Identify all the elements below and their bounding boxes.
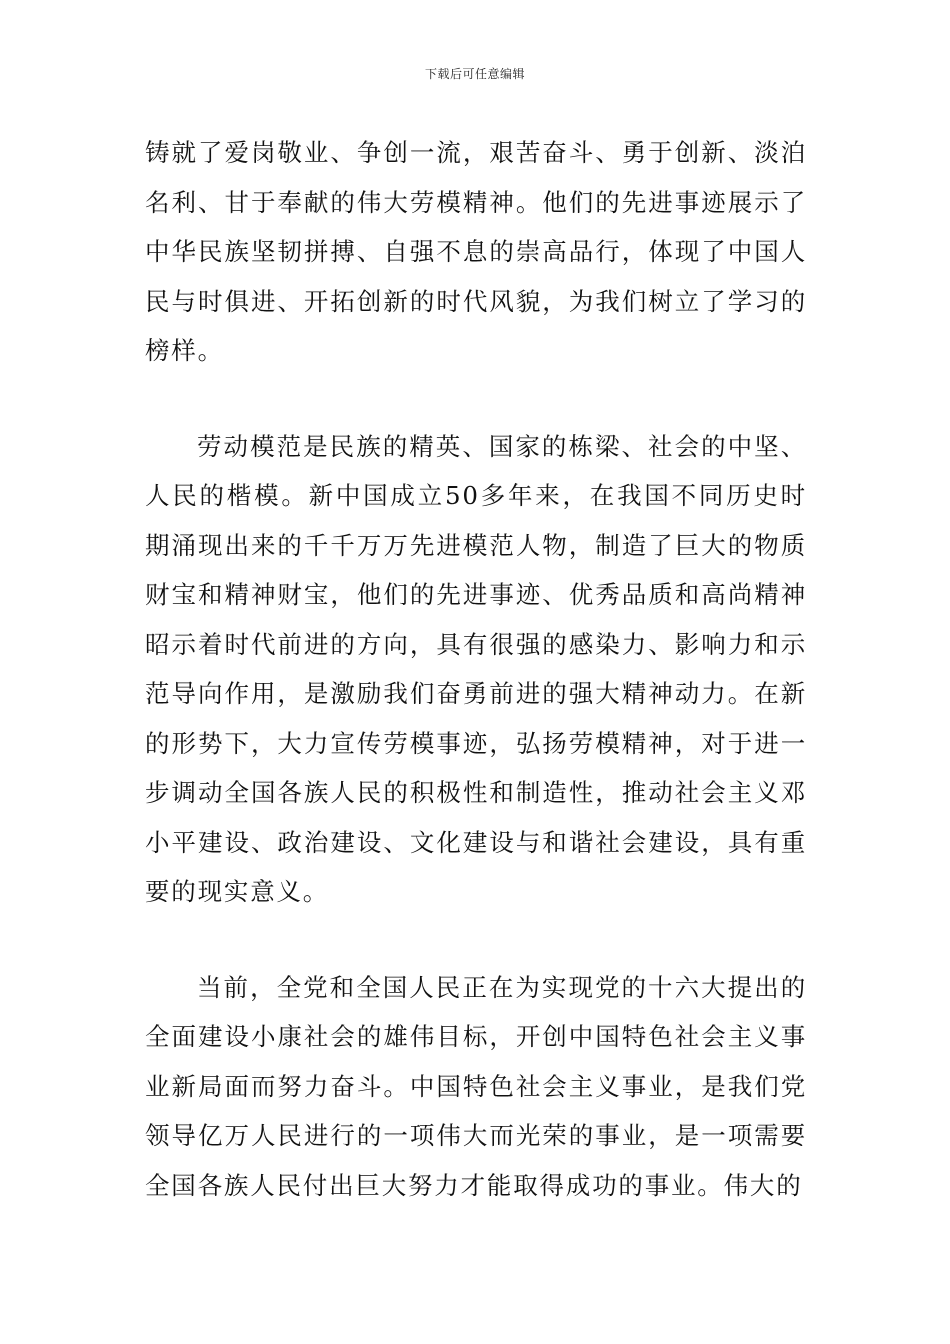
header-note: 下载后可任意编辑 — [424, 67, 525, 81]
paragraph-current-task: 当前，全党和全国人民正在为实现党的十六大提出的全面建设小康社会的雄伟目标，开创中国特色社会主义事业新局面而努力奋斗。中国特色社会主义事业，是我们党领导亿万人民进行的一项伟大而光荣的事业，是一项需要全国各族人民付出巨大努力才能取得成功的事业。伟大的 — [145, 972, 807, 1200]
paragraph-labor-models: 劳动模范是民族的精英、国家的栋梁、社会的中坚、人民的楷模。新中国成立50多年来，在我国不同历史时期涌现出来的千千万万先进模范人物，制造了巨大的物质财宝和精神财宝，他们的先进事迹、优秀品质和高尚精神昭示着时代前进的方向，具有很强的感染力、影响力和示范导向作用，是激励我们奋勇前进的强大精神动力。在新的形势下，大力宣传劳模事迹，弘扬劳模精神，对于进一步调动全国各族人民的积极性和制造性，推动社会主义邓小平建设、政治建设、文化建设与和谐社会建设，具有重要的现实意义。 — [145, 431, 807, 906]
document-body — [145, 128, 807, 1210]
paragraph-continued: 铸就了爱岗敬业、争创一流，艰苦奋斗、勇于创新、淡泊名利、甘于奉献的伟大劳模精神。他们的先进事迹展示了中华民族坚韧拼搏、自强不息的崇高品行，体现了中国人民与时俱进、开拓创新的时代风貌，为我们树立了学习的榜样。 — [145, 138, 807, 365]
